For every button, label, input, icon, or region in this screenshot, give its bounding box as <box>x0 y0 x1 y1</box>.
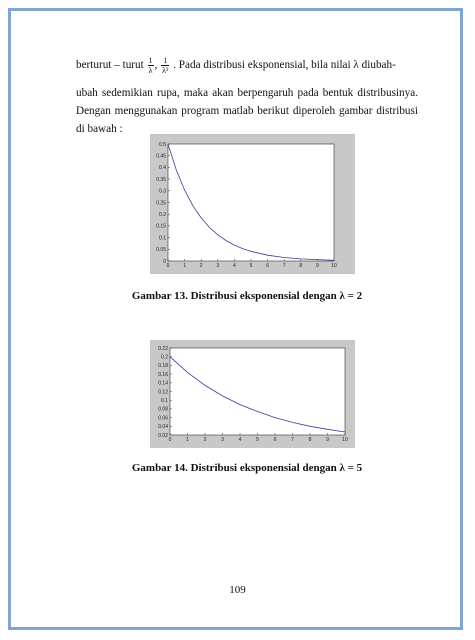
y-tick-label: 0.06 <box>158 415 168 422</box>
figure-14-chart <box>150 340 355 448</box>
x-tick-label: 4 <box>233 263 236 269</box>
fraction-2-numerator: 1 <box>161 56 169 66</box>
y-tick-label: 0.35 <box>156 176 166 183</box>
paragraph-line1 <box>76 56 418 75</box>
x-tick-label: 4 <box>238 437 242 443</box>
y-tick-label: 0.18 <box>158 363 168 370</box>
paragraph-body: ubah sedemikian rupa, maka akan berpengaruh pada bentuk distribusinya. Dengan menggunakan program matlab berikut diperoleh gambar distribusi di bawah : <box>76 87 418 135</box>
y-tick-label: 0.4 <box>159 165 166 172</box>
y-tick-label: 0.2 <box>159 212 166 218</box>
y-tick-label: 0 <box>163 258 166 265</box>
x-tick-label: 10 <box>331 263 337 269</box>
y-tick-label: 0.16 <box>158 371 168 378</box>
x-tick-label: 2 <box>199 263 203 269</box>
fraction-separator: , <box>154 59 158 72</box>
figure-13-chart <box>150 134 355 274</box>
y-tick-label: 0.14 <box>158 380 168 387</box>
x-tick-label: 3 <box>221 437 224 443</box>
y-tick-label: 0.02 <box>158 432 168 439</box>
x-tick-label: 9 <box>316 263 319 269</box>
x-tick-label: 2 <box>203 437 207 443</box>
x-tick-label: 8 <box>308 437 312 443</box>
y-tick-label: 0.3 <box>159 188 166 195</box>
caption-figure-14: Gambar 14. Distribusi eksponensial dengan λ = 5 <box>131 462 363 474</box>
y-tick-label: 0.12 <box>158 389 168 396</box>
fraction-1-denominator: λ <box>148 66 153 75</box>
fraction-1-numerator: 1 <box>148 56 153 65</box>
x-tick-label: 0 <box>168 437 172 443</box>
x-tick-label: 1 <box>186 437 189 443</box>
y-tick-label: 0.25 <box>156 200 166 207</box>
fraction-2 <box>161 56 169 75</box>
y-tick-label: 0.5 <box>159 141 166 148</box>
caption-figure-13: Gambar 13. Distribusi eksponensial dengan λ = 2 <box>131 290 363 302</box>
figure-14 <box>150 340 355 448</box>
y-tick-label: 0.1 <box>161 398 168 404</box>
x-tick-label: 7 <box>291 437 294 443</box>
x-tick-label: 7 <box>282 263 286 269</box>
x-tick-label: 1 <box>183 263 186 269</box>
plot-area <box>168 144 334 261</box>
y-tick-label: 0.04 <box>158 424 168 431</box>
x-tick-label: 0 <box>166 263 170 269</box>
x-tick-label: 6 <box>266 263 269 269</box>
text-line1-before: berturut – turut <box>76 59 144 72</box>
figure-13 <box>150 134 355 274</box>
x-tick-label: 8 <box>299 263 303 269</box>
plot-area <box>170 348 345 435</box>
fraction-2-denominator: λ² <box>162 66 169 75</box>
text-line1-after: . Pada distribusi eksponensial, bila nilai λ diubah- <box>173 59 396 72</box>
y-tick-label: 0.1 <box>159 235 166 242</box>
x-tick-label: 10 <box>342 437 348 443</box>
y-tick-label: 0.45 <box>156 153 166 160</box>
y-tick-label: 0.2 <box>161 354 168 361</box>
fraction-1 <box>148 56 154 75</box>
y-tick-label: 0.08 <box>158 406 168 413</box>
x-tick-label: 5 <box>249 263 253 269</box>
y-tick-label: 0.05 <box>156 247 166 254</box>
x-tick-label: 5 <box>256 437 259 443</box>
x-tick-label: 3 <box>216 263 220 269</box>
y-tick-label: 0.22 <box>158 345 168 352</box>
page-number: 109 <box>229 584 246 596</box>
x-tick-label: 6 <box>273 437 277 443</box>
x-tick-label: 9 <box>326 437 329 443</box>
y-tick-label: 0.15 <box>156 223 166 230</box>
